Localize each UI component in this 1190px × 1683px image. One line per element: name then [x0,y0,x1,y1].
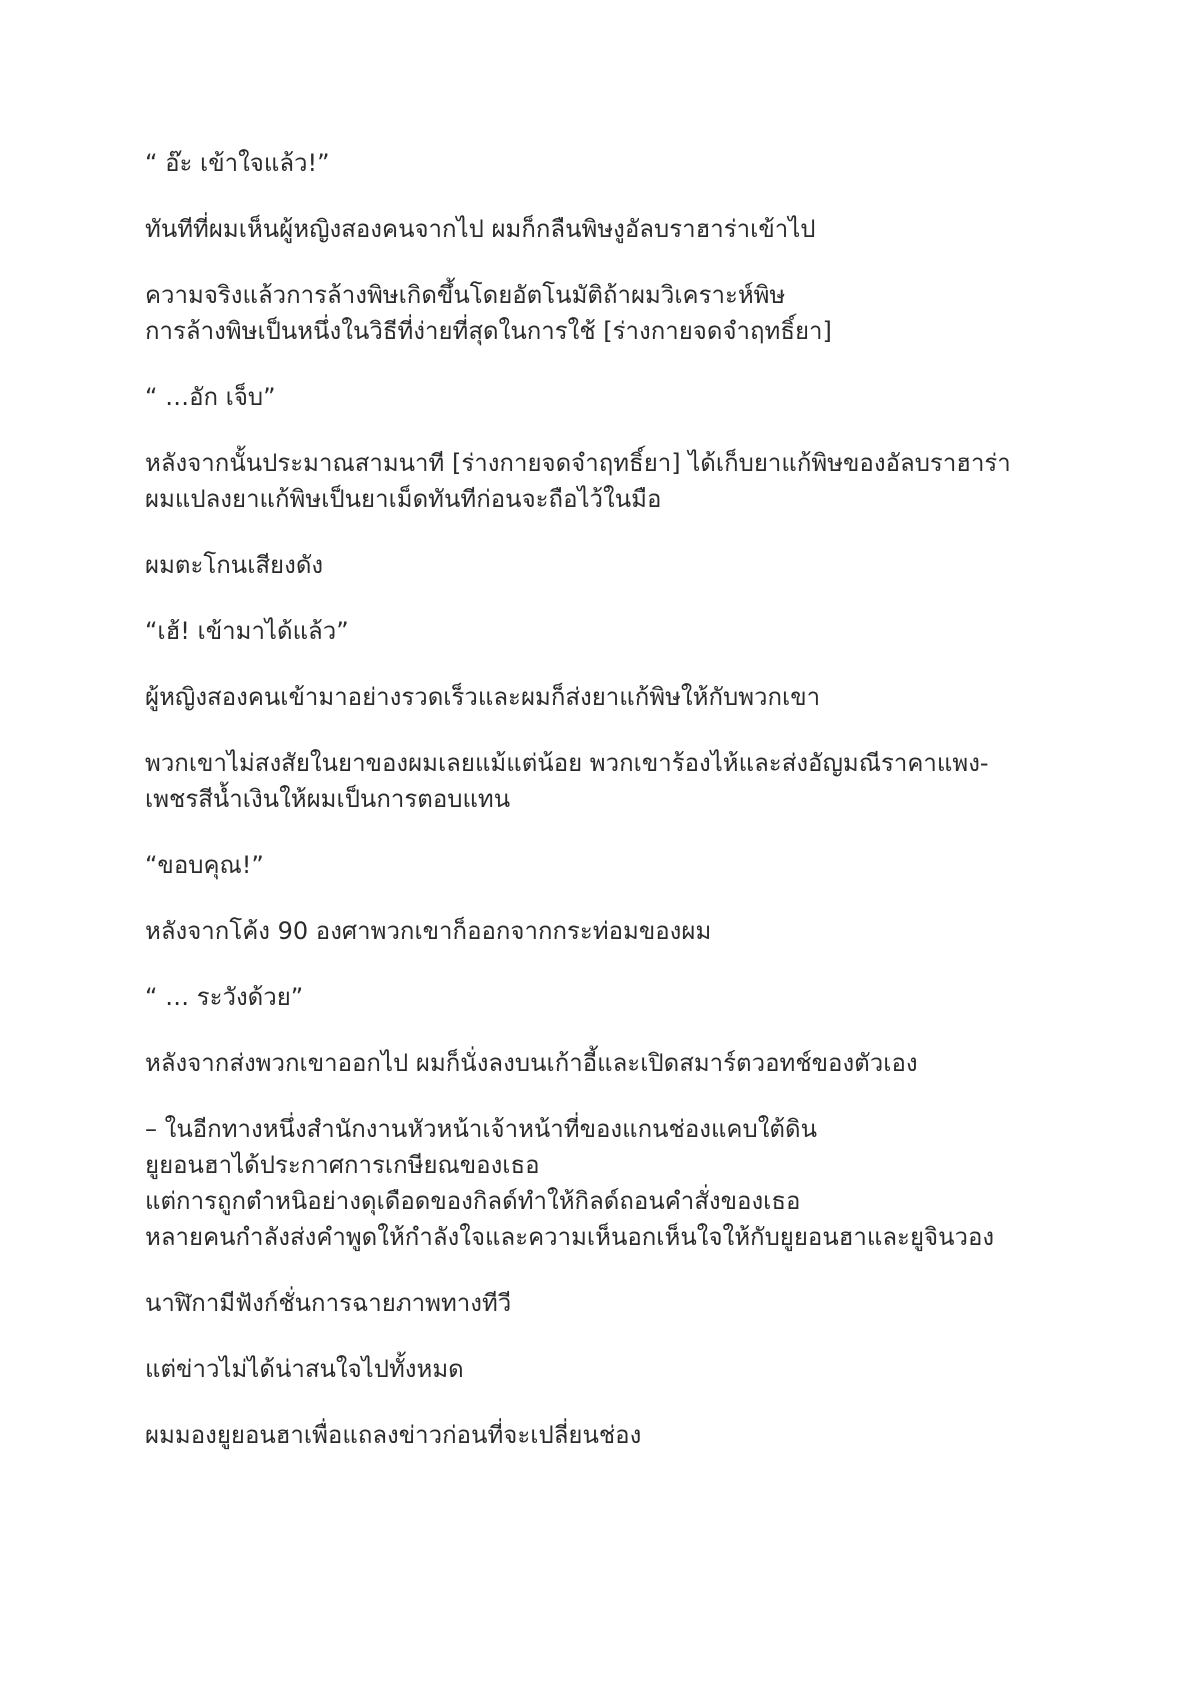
text-line: ผู้หญิงสองคนเข้ามาอย่างรวดเร็วและผมก็ส่งยาแก้พิษให้กับพวกเขา [145,683,821,711]
paragraph [145,145,1045,181]
text-line: “ขอบคุณ!” [145,851,264,879]
paragraph [145,445,1045,517]
paragraph [145,745,1045,817]
paragraph [145,979,1045,1015]
paragraph [145,913,1045,949]
paragraph [145,1045,1045,1081]
text-line: หลังจากนั้นประมาณสามนาที [ร่างกายจดจำฤทธิ์ยา] ได้เก็บยาแก้พิษของอัลบราฮาร่า [145,449,1011,477]
text-line: “ อ๊ะ เข้าใจแล้ว!” [145,149,330,177]
paragraph [145,1417,1045,1453]
text-line: เพชรสีน้ำเงินให้ผมเป็นการตอบแทน [145,785,511,813]
paragraph [145,277,1045,349]
paragraph [145,847,1045,883]
paragraph [145,547,1045,583]
text-line: “ … ระวังด้วย” [145,983,304,1011]
text-line: นาฬิกามีฟังก์ชั่นการฉายภาพทางทีวี [145,1289,512,1317]
text-line: แต่ข่าวไม่ได้น่าสนใจไปทั้งหมด [145,1355,464,1383]
text-line: – ในอีกทางหนึ่งสำนักงานหัวหน้าเจ้าหน้าที่ของแกนช่องแคบใต้ดิน [145,1115,818,1143]
paragraph [145,613,1045,649]
text-line: ผมตะโกนเสียงดัง [145,551,324,579]
text-line: หลายคนกำลังส่งคำพูดให้กำลังใจและความเห็นอกเห็นใจให้กับยูยอนฮาและยูจินวอง [145,1223,995,1251]
text-line: หลังจากโค้ง 90 องศาพวกเขาก็ออกจากกระท่อมของผม [145,917,712,945]
text-line: แต่การถูกตำหนิอย่างดุเดือดของกิลด์ทำให้กิลด์ถอนคำสั่งของเธอ [145,1187,801,1215]
text-line: พวกเขาไม่สงสัยในยาของผมเลยแม้แต่น้อย พวกเขาร้องไห้และส่งอัญมณีราคาแพง- [145,749,989,777]
text-line: การล้างพิษเป็นหนึ่งในวิธีที่ง่ายที่สุดในการใช้ [ร่างกายจดจำฤทธิ์ยา] [145,317,832,345]
paragraph [145,211,1045,247]
paragraph [145,1351,1045,1387]
paragraph [145,1285,1045,1321]
text-line: ความจริงแล้วการล้างพิษเกิดขึ้นโดยอัตโนมัติถ้าผมวิเคราะห์พิษ [145,281,786,309]
text-line: ผมมองยูยอนฮาเพื่อแถลงข่าวก่อนที่จะเปลี่ยนช่อง [145,1421,642,1449]
text-line: ผมแปลงยาแก้พิษเป็นยาเม็ดทันทีก่อนจะถือไว้ในมือ [145,485,662,513]
text-line: ทันทีที่ผมเห็นผู้หญิงสองคนจากไป ผมก็กลืนพิษงูอัลบราฮาร่าเข้าไป [145,215,816,243]
text-line: ยูยอนฮาได้ประกาศการเกษียณของเธอ [145,1151,540,1179]
text-line: “เฮ้! เข้ามาได้แล้ว” [145,617,349,645]
document-body [145,145,1045,1483]
paragraph [145,1111,1045,1255]
text-line: หลังจากส่งพวกเขาออกไป ผมก็นั่งลงบนเก้าอี้และเปิดสมาร์ตวอทช์ของตัวเอง [145,1049,918,1077]
paragraph [145,379,1045,415]
paragraph [145,679,1045,715]
text-line: “ …อัก เจ็บ” [145,383,276,411]
